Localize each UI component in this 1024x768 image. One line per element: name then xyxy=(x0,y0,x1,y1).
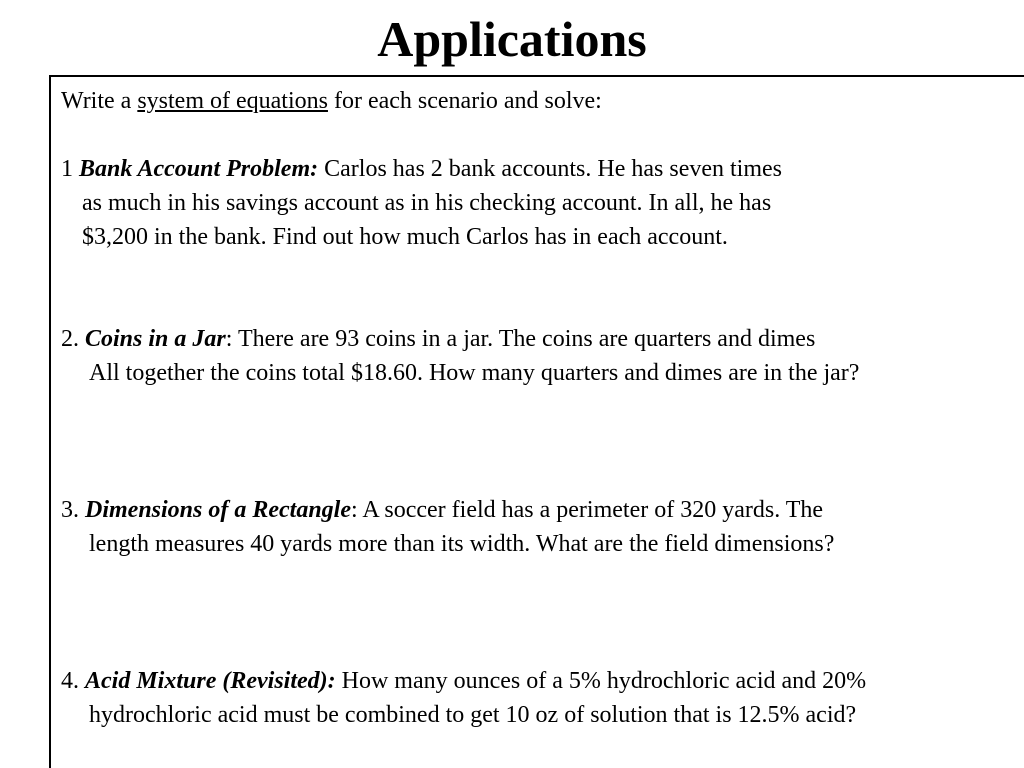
intro-text-after: for each scenario and solve: xyxy=(327,88,602,114)
problem-1-text-1: Carlos has 2 bank accounts. He has seven times xyxy=(318,156,783,182)
problem-1-number: 1 xyxy=(61,156,79,182)
problem-3-heading: Dimensions of a Rectangle xyxy=(85,497,352,523)
problem-4-line-1 xyxy=(61,666,866,696)
slide-title: Applications xyxy=(377,11,647,67)
problem-4-number: 4. xyxy=(61,668,85,694)
problem-2-number: 2. xyxy=(61,326,85,352)
problem-3-text-1: : A soccer field has a perimeter of 320 yards. The xyxy=(351,497,824,523)
intro-underlined-term: system of equations xyxy=(137,88,328,114)
problem-1-heading: Bank Account Problem: xyxy=(79,156,319,182)
problem-1-line-3: $3,200 in the bank. Find out how much Carlos has in each account. xyxy=(82,224,728,250)
problem-2-line-2: All together the coins total $18.60. How many quarters and dimes are in the jar? xyxy=(89,360,860,386)
problem-4-text-1: How many ounces of a 5% hydrochloric acid and 20% xyxy=(335,668,867,694)
intro-line xyxy=(61,86,602,116)
problem-2-text-1: : There are 93 coins in a jar. The coins are quarters and dimes xyxy=(225,326,816,352)
problem-4-heading: Acid Mixture (Revisited): xyxy=(85,668,336,694)
problem-1-line-1 xyxy=(61,154,782,184)
problem-3-number: 3. xyxy=(61,497,85,523)
problem-3-line-2: length measures 40 yards more than its width. What are the field dimensions? xyxy=(89,531,835,557)
problem-2-heading: Coins in a Jar xyxy=(85,326,226,352)
problem-2-line-1 xyxy=(61,324,815,354)
problem-3-line-1 xyxy=(61,495,823,525)
intro-text-before: Write a xyxy=(61,88,138,114)
problem-1-line-2: as much in his savings account as in his checking account. In all, he has xyxy=(82,190,772,216)
problem-4-line-2: hydrochloric acid must be combined to get 10 oz of solution that is 12.5% acid? xyxy=(89,702,857,728)
